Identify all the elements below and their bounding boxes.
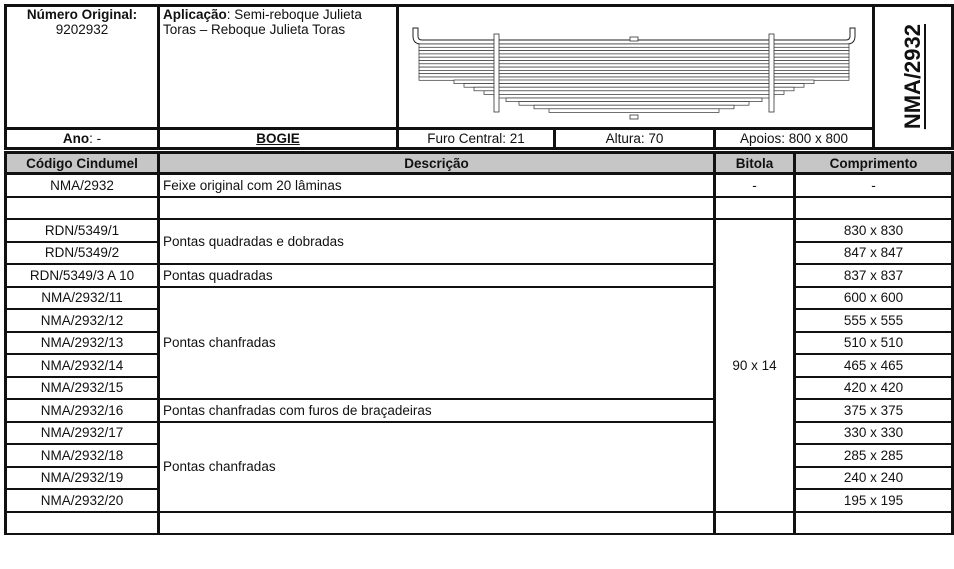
col-header-comprimento: Comprimento: [795, 153, 953, 174]
spring-leaf: [494, 94, 774, 98]
ano-cell: [6, 128, 159, 148]
codigo-vertical: NMA/2932: [900, 24, 926, 130]
comprimento-cell: 420 x 420: [795, 377, 953, 400]
numero-original-label: Número Original:: [26, 7, 138, 22]
table-row: [6, 264, 953, 287]
comprimento-cell: 330 x 330: [795, 422, 953, 445]
table-row: [6, 422, 953, 445]
empty-row: [6, 197, 953, 220]
table-row: [6, 287, 953, 310]
descricao-cell: Feixe original com 20 lâminas: [159, 174, 715, 197]
spring-leaf: [413, 28, 855, 44]
comprimento-cell: 375 x 375: [795, 399, 953, 422]
spring-leaf: [419, 57, 849, 60]
numero-original-cell: [6, 6, 159, 129]
codigo-cell: NMA/2932/16: [6, 399, 159, 422]
spring-leaf: [419, 47, 849, 50]
ano-value: : -: [89, 130, 102, 146]
comprimento-cell: 510 x 510: [795, 332, 953, 355]
empty-row: [6, 512, 953, 535]
table-header-row: [6, 153, 953, 174]
descricao-cell: Pontas chanfradas: [159, 422, 715, 512]
table-row: [6, 174, 953, 197]
codigo-vertical-cell: [874, 6, 953, 149]
spring-leaf: [419, 44, 849, 47]
spring-leaf: [506, 98, 762, 102]
codigo-cell: NMA/2932/12: [6, 309, 159, 332]
spring-leaf: [630, 37, 638, 41]
comprimento-cell: -: [795, 174, 953, 197]
tipo-value: BOGIE: [256, 130, 300, 146]
col-header-codigo: Código Cindumel: [6, 153, 159, 174]
spring-drawing-cell: [398, 6, 874, 129]
comprimento-cell: 847 x 847: [795, 242, 953, 265]
header-table: [4, 4, 954, 150]
codigo-cell: RDN/5349/3 A 10: [6, 264, 159, 287]
codigo-cell: RDN/5349/2: [6, 242, 159, 265]
aplicacao-label: Aplicação: [163, 7, 227, 22]
comprimento-cell: 600 x 600: [795, 287, 953, 310]
aplicacao-value: : Semi-reboque Julieta Toras – Reboque Julieta Toras: [163, 7, 362, 37]
spring-leaf: [419, 70, 849, 73]
furo-central: Furo Central: 21: [398, 128, 555, 148]
codigo-cell: NMA/2932/15: [6, 377, 159, 400]
codigo-cell: NMA/2932/11: [6, 287, 159, 310]
spring-leaf: [419, 60, 849, 63]
codigo-cell: NMA/2932/17: [6, 422, 159, 445]
table-row: [6, 399, 953, 422]
apoios: Apoios: 800 x 800: [715, 128, 874, 148]
spring-leaf: [630, 115, 638, 119]
comprimento-cell: 465 x 465: [795, 354, 953, 377]
numero-original-value: 9202932: [55, 22, 109, 37]
spring-leaf: [769, 34, 774, 112]
spring-leaf: [464, 83, 804, 87]
descricao-cell: Pontas chanfradas: [159, 287, 715, 400]
descricao-cell: Pontas quadradas: [159, 264, 715, 287]
table-row: [6, 219, 953, 242]
descricao-cell: Pontas quadradas e dobradas: [159, 219, 715, 264]
comprimento-cell: 240 x 240: [795, 467, 953, 490]
bitola-cell: 90 x 14: [715, 219, 795, 512]
spring-leaf: [534, 105, 734, 109]
col-header-descricao: Descrição: [159, 153, 715, 174]
spring-leaf: [484, 91, 784, 95]
spring-leaf: [454, 80, 814, 84]
spring-leaf: [549, 109, 719, 113]
comprimento-cell: 195 x 195: [795, 489, 953, 512]
codigo-cell: NMA/2932/19: [6, 467, 159, 490]
bitola-cell: -: [715, 174, 795, 197]
spring-leaf: [419, 67, 849, 70]
spring-leaf: [494, 34, 499, 112]
codigo-cell: RDN/5349/1: [6, 219, 159, 242]
codigo-cell: NMA/2932/13: [6, 332, 159, 355]
parts-table: [4, 151, 954, 535]
comprimento-cell: 830 x 830: [795, 219, 953, 242]
codigo-cell: NMA/2932/20: [6, 489, 159, 512]
codigo-cell: NMA/2932: [6, 174, 159, 197]
descricao-cell: Pontas chanfradas com furos de braçadeiras: [159, 399, 715, 422]
col-header-bitola: Bitola: [715, 153, 795, 174]
ano-label: Ano: [62, 130, 90, 146]
codigo-cell: NMA/2932/14: [6, 354, 159, 377]
altura: Altura: 70: [555, 128, 715, 148]
spring-leaf: [419, 74, 849, 77]
comprimento-cell: 555 x 555: [795, 309, 953, 332]
comprimento-cell: 837 x 837: [795, 264, 953, 287]
tipo-cell: [159, 128, 398, 148]
aplicacao-cell: [159, 6, 398, 129]
codigo-cell: NMA/2932/18: [6, 444, 159, 467]
spring-leaf: [519, 101, 749, 105]
spring-leaf: [419, 64, 849, 67]
comprimento-cell: 285 x 285: [795, 444, 953, 467]
spring-leaf: [419, 50, 849, 53]
spring-leaf: [474, 87, 794, 91]
leaf-spring-drawing: [399, 8, 869, 123]
spring-leaf: [419, 54, 849, 57]
